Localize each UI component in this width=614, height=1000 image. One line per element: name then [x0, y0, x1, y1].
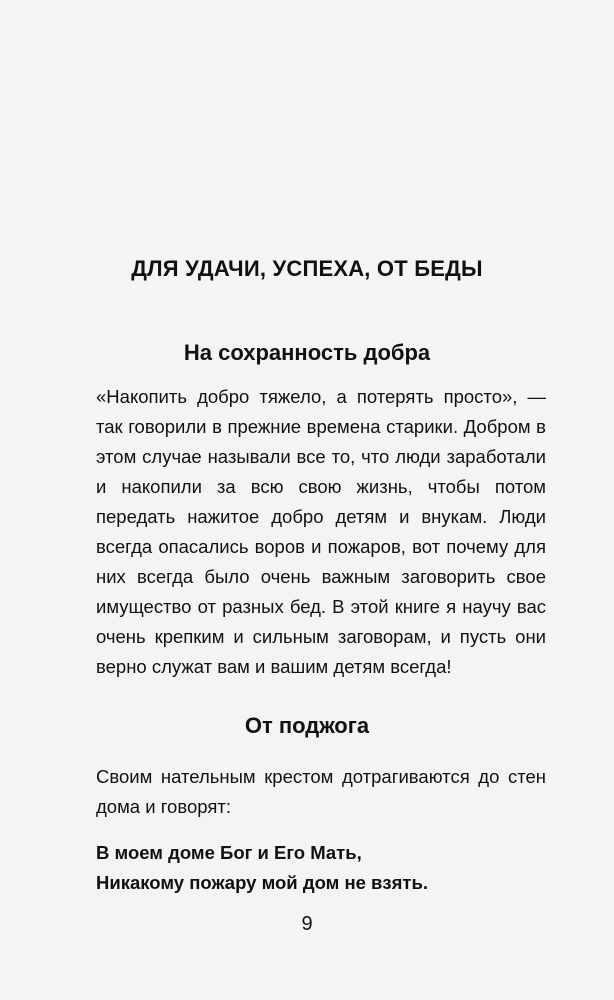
paragraph-preserve-goods: «Накопить добро тяжело, а потерять просто», — так говорили в прежние времена старики. Добром в этом случае называли все то, что люди заработали и накопили за всю свою жизнь, чтобы потом передать нажитое добро детям и внукам. Люди всегда опасались воров и пожаров, вот почему для них всегда было очень важным заговорить свое имущество от разных бед. В этой книге я научу вас очень крепким и сильным заговорам, и пусть они верно служат вам и вашим детям всегда! — [96, 386, 546, 677]
incantation-verse — [96, 838, 428, 898]
subsection-title-arson: От поджога — [244, 713, 370, 738]
paragraph-arson: Своим нательным крестом дотрагиваются до стен дома и говорят: — [96, 766, 546, 817]
verse-line: Никакому пожару мой дом не взять. — [96, 872, 428, 893]
verse-line: В моем доме Бог и Его Мать, — [96, 842, 362, 863]
section-title: ДЛЯ УДАЧИ, УСПЕХА, ОТ БЕДЫ — [131, 256, 483, 281]
subsection-title-preserve-goods: На сохранность добра — [183, 340, 431, 365]
page-number: 9 — [301, 913, 313, 935]
